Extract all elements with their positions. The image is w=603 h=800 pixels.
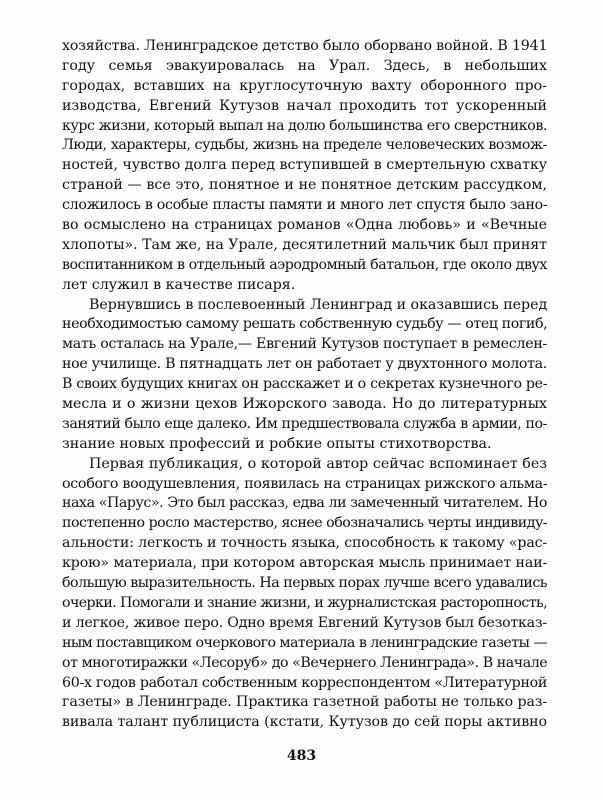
text-line: 60-х годов работал собственным корреспондентом «Литературной: [62, 674, 547, 691]
text-line: очерки. Помогали и знание жизни, и журналистская расторопность,: [62, 594, 548, 611]
text-line: городах, вставших на круглосуточную вахту оборонного про-: [62, 77, 547, 94]
text-line: курс жизни, который выпал на долю большинства его сверстников.: [62, 117, 547, 134]
text-line: сложилось в особые пласты памяти и много лет спустя было зано-: [62, 197, 548, 214]
text-line: Люди, характеры, судьбы, жизнь на пределе человеческих возмож-: [62, 137, 547, 154]
text-line: Вернувшись в послевоенный Ленинград и оказавшись перед: [89, 296, 548, 313]
text-line: вивала талант публициста (кстати, Кутузов до сей поры активно: [62, 714, 547, 731]
text-line: ным поставщиком очеркового материала в ленинградские газеты —: [62, 634, 547, 651]
text-line: занятий было еще далеко. Им предшествовала служба в армии, по-: [62, 415, 547, 432]
text-line: ностей, чувство долга перед вступившей в смертельную схватку: [62, 157, 548, 174]
text-line: изводства, Евгений Кутузов начал проходить тот ускоренный: [62, 97, 547, 114]
text-line: постепенно росло мастерство, яснее обозначались черты индивиду-: [62, 515, 548, 532]
text-line: особого воодушевления, появилась на страницах рижского альма-: [62, 475, 548, 492]
body-text: [62, 37, 547, 733]
text-line: мать осталась на Урале,— Евгений Кутузов поступает в ремеслен-: [62, 336, 548, 353]
text-line: хозяйства. Ленинградское детство было оборвано войной. В 1941: [62, 38, 548, 54]
text-line: хлопоты». Там же, на Урале, десятилетний мальчик был принят: [62, 236, 547, 253]
page-number: 483: [286, 748, 317, 764]
text-line: крою» материала, при котором авторская мысль принимает наи-: [62, 555, 548, 572]
text-line: воспитанником в отдельный аэродромный батальон, где около двух: [62, 256, 547, 273]
text-line: необходимостью самому решать собственную судьбу — отец погиб,: [62, 316, 548, 333]
text-line: месла и о жизни цехов Ижорского завода. Но до литературных: [62, 396, 547, 413]
text-line: году семья эвакуировалась на Урал. Здесь, в небольших: [62, 57, 547, 74]
text-line: и легкое, живое перо. Одно время Евгений Кутузов был безотказ-: [62, 614, 547, 631]
text-line: страной — все это, понятное и не понятное детским рассудком,: [62, 177, 547, 194]
paragraph: [62, 455, 547, 733]
text-line: во осмыслено на страницах романов «Одна любовь» и «Вечные: [62, 217, 547, 234]
paragraph: [62, 37, 547, 296]
text-line: от многотиражки «Лесоруб» до «Вечернего Ленинграда». В начале: [62, 654, 548, 671]
text-line: альности: легкость и точность языка, способность к такому «рас-: [62, 535, 548, 552]
text-line: ное училище. В пятнадцать лет он работает у двухтонного молота.: [62, 356, 547, 373]
text-line: Первая публикация, о которой автор сейчас вспоминает без: [89, 455, 547, 472]
text-line: лет служил в качестве писаря.: [62, 276, 296, 293]
text-line: большую выразительность. На первых порах лучше всего удавались: [62, 575, 547, 592]
text-line: газеты» в Ленинграде. Практика газетной работы не только раз-: [62, 694, 548, 711]
text-line: знание новых профессий и робкие опыты стихотворства.: [62, 435, 492, 452]
paragraph: [62, 296, 547, 455]
text-line: наха «Парус». Это был рассказ, едва ли замеченный читателем. Но: [62, 495, 547, 512]
text-line: В своих будущих книгах он расскажет и о секретах кузнечного ре-: [62, 376, 548, 393]
